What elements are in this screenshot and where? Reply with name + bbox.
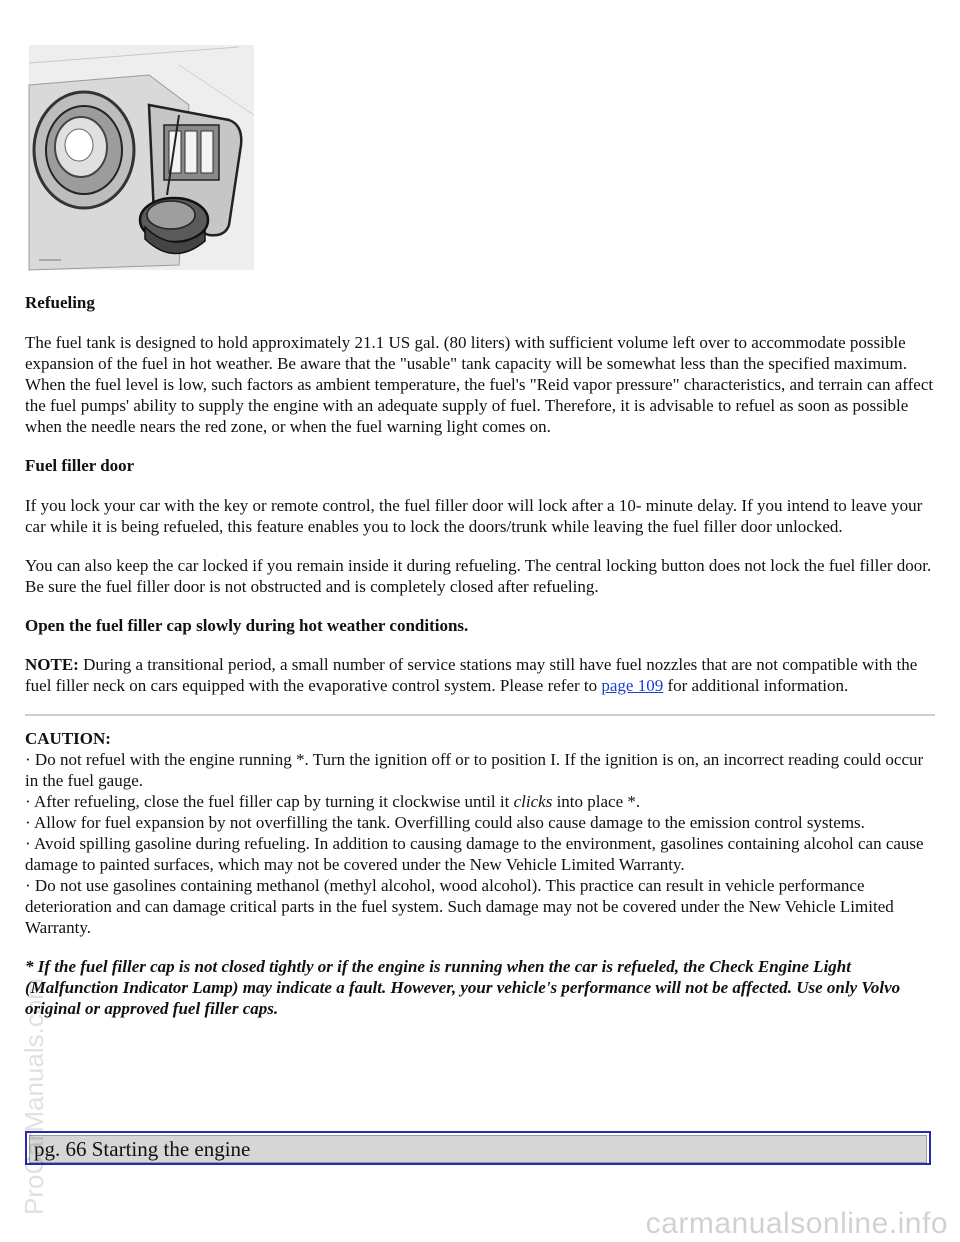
refueling-heading: Refueling xyxy=(25,293,95,312)
refueling-body: The fuel tank is designed to hold approximately 21.1 US gal. (80 liters) with sufficient volume left over to accommodate possible expansion of the fuel in hot weather. Be aware that the "usable" tank capacity will be somewhat less than the specified maximum. When the fuel level is low, such factors as ambient temperature, the fuel's "Reid vapor pressure" characteristics, and terrain can affect the fuel pumps' ability to supply the engine with an adequate supply of fuel. Therefore, it is advisable to refuel as soon as possible when the needle nears the red zone, or when the fuel warning light comes on. xyxy=(25,333,934,436)
caution-item-2-before: · After refueling, close the fuel filler cap by turning it clockwise until it xyxy=(25,792,514,811)
caution-item-3: · Allow for fuel expansion by not overfilling the tank. Overfilling could also cause damage to the emission control systems. xyxy=(25,813,865,832)
caution-item-2-after: into place *. xyxy=(552,792,641,811)
fuel-filler-drawing xyxy=(29,45,254,270)
hot-weather-warning: Open the fuel filler cap slowly during hot weather conditions. xyxy=(25,616,469,635)
caution-item-2-em: clicks xyxy=(513,792,553,811)
note-label: NOTE: xyxy=(25,655,79,674)
caution-title: CAUTION: xyxy=(25,729,111,748)
note-text-after: for additional information. xyxy=(663,676,849,695)
caution-item-2 xyxy=(25,791,935,812)
footnote: * If the fuel filler cap is not closed tightly or if the engine is running when the car is refueled, the Check Engine Light (Malfunction Indicator Lamp) may indicate a fault. However, your vehicle's performance will not be affected. Use only Volvo original or approved fuel filler caps. xyxy=(25,957,901,1018)
page-109-link[interactable]: page 109 xyxy=(601,676,664,695)
page-bar-label: pg. 66 Starting the engine xyxy=(29,1135,927,1163)
filler-door-heading: Fuel filler door xyxy=(25,456,135,475)
caution-block xyxy=(25,728,935,938)
caution-item-1: · Do not refuel with the engine running *. Turn the ignition off or to position I. If the ignition is on, an incorrect reading could occur in the fuel gauge. xyxy=(25,750,924,790)
note-text-before: During a transitional period, a small number of service stations may still have fuel nozzles that are not compatible with the fuel filler neck on cars equipped with the evaporative control system. Please refer to xyxy=(25,655,918,695)
note-paragraph xyxy=(25,654,935,696)
filler-door-para-2: You can also keep the car locked if you remain inside it during refueling. The central locking button does not lock the fuel filler door. Be sure the fuel filler door is not obstructed and is completely closed after refueling. xyxy=(25,556,932,596)
caution-item-5: · Do not use gasolines containing methanol (methyl alcohol, wood alcohol). This practice can result in vehicle performance deterioration and can damage critical parts in the fuel system. Such damage may not be covered under the New Vehicle Limited Warranty. xyxy=(25,876,894,937)
caution-item-4: · Avoid spilling gasoline during refueling. In addition to causing damage to the environment, gasolines containing alcohol can cause damage to painted surfaces, which may not be covered under the New Vehicle Limited Warranty. xyxy=(25,834,924,874)
page-content xyxy=(25,292,935,1019)
filler-door-para-1: If you lock your car with the key or remote control, the fuel filler door will lock after a 10- minute delay. If you intend to leave your car while it is being refueled, this feature enables you to lock the doors/trunk while leaving the fuel filler door unlocked. xyxy=(25,496,923,536)
section-divider xyxy=(25,714,935,716)
watermark-left xyxy=(0,655,49,1215)
fuel-filler-illustration xyxy=(29,45,254,270)
page-navigation-bar[interactable] xyxy=(25,1131,931,1165)
watermark-left-text: ProCarManuals.com xyxy=(19,978,49,1215)
watermark-bottom: carmanualsonline.info xyxy=(645,1207,948,1240)
